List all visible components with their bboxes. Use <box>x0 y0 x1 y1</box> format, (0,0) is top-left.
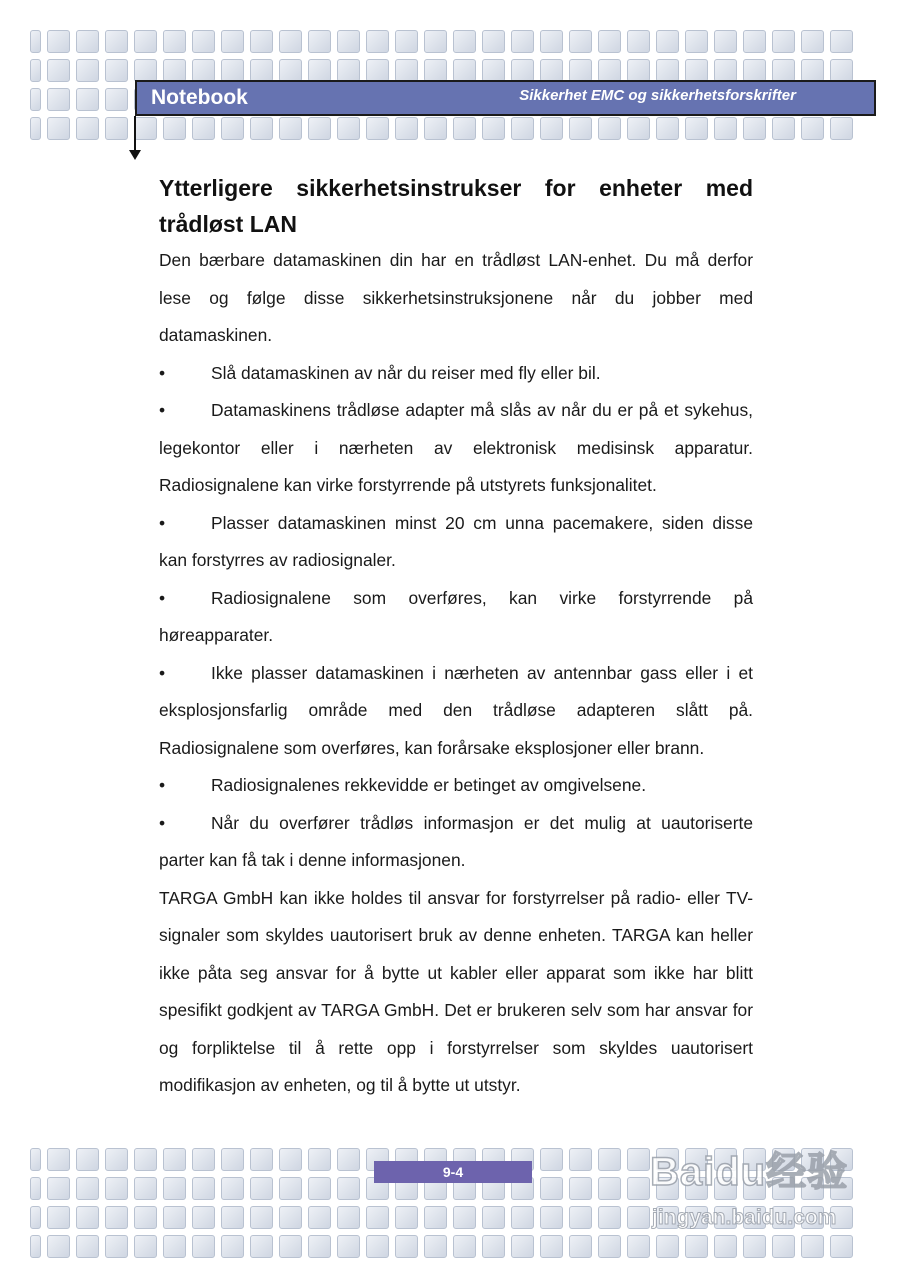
decor-tile <box>772 59 795 82</box>
decor-tile <box>221 117 244 140</box>
decor-tile <box>337 59 360 82</box>
decor-tile <box>772 30 795 53</box>
decor-tile <box>134 1177 157 1200</box>
decor-tile <box>656 59 679 82</box>
bullet-text: Når du overfører trådløs informasjon er det mulig at uautoriserte parter kan få tak i denne informasjonen. <box>159 812 753 870</box>
decor-tile <box>47 1235 70 1258</box>
decor-tile <box>47 30 70 53</box>
decor-tile <box>540 117 563 140</box>
decor-tile <box>30 1148 41 1171</box>
bullet-text: Radiosignalenes rekkevidde er betinget av omgivelsene. <box>211 775 647 795</box>
decor-tile <box>30 30 41 53</box>
bullet-icon: • <box>159 662 166 683</box>
decor-tile <box>598 1235 621 1258</box>
decor-tile <box>830 30 853 53</box>
decor-tile <box>192 117 215 140</box>
decor-tile <box>279 1177 302 1200</box>
decor-tile <box>685 30 708 53</box>
bullet-item <box>159 505 753 580</box>
decor-tile <box>308 59 331 82</box>
decor-tile <box>366 117 389 140</box>
decor-tile <box>105 59 128 82</box>
decor-tile <box>308 30 331 53</box>
decor-tile <box>76 88 99 111</box>
decor-tile <box>30 88 41 111</box>
decor-tile <box>482 1206 505 1229</box>
bullet-item <box>159 355 753 393</box>
bullet-item <box>159 805 753 880</box>
decor-tile <box>163 117 186 140</box>
bullet-text: Radiosignalene som overføres, kan virke forstyrrende på høreapparater. <box>159 587 753 645</box>
bullet-text: Ikke plasser datamaskinen i nærheten av antennbar gass eller i et eksplosjonsfarlig område med den trådløse adapteren slått på. Radiosignalene som overføres, kan forårsake eksplosjoner eller brann. <box>159 662 753 758</box>
decor-tile <box>424 1206 447 1229</box>
decor-tile <box>76 30 99 53</box>
bullet-item <box>159 580 753 655</box>
decor-tile <box>453 117 476 140</box>
decor-tile <box>250 1148 273 1171</box>
decor-tile <box>47 1177 70 1200</box>
decor-tile <box>337 1177 360 1200</box>
decor-tile <box>569 1148 592 1171</box>
decor-tile <box>656 30 679 53</box>
decor-tile <box>685 117 708 140</box>
bullet-icon: • <box>159 587 166 608</box>
decor-tile <box>337 117 360 140</box>
decor-tile <box>105 1235 128 1258</box>
decor-tile <box>337 1235 360 1258</box>
decor-tile <box>685 59 708 82</box>
decor-tile <box>308 1206 331 1229</box>
tile-row <box>30 117 882 140</box>
decor-tile <box>627 1206 650 1229</box>
section-heading: Ytterligere sikkerhetsinstrukser for enheter med trådløst LAN <box>159 175 753 237</box>
decor-tile <box>366 30 389 53</box>
decor-tile <box>221 30 244 53</box>
decor-tile <box>308 1148 331 1171</box>
decor-tile <box>569 1206 592 1229</box>
decor-tile <box>453 1206 476 1229</box>
bullet-icon: • <box>159 812 166 833</box>
decor-tile <box>192 1177 215 1200</box>
decor-tile <box>424 59 447 82</box>
decor-tile <box>105 1148 128 1171</box>
decor-tile <box>598 59 621 82</box>
decor-tile <box>47 59 70 82</box>
decor-tile <box>395 30 418 53</box>
decor-tile <box>511 1235 534 1258</box>
decor-tile <box>192 1148 215 1171</box>
decor-tile <box>482 30 505 53</box>
decor-tile <box>540 59 563 82</box>
decor-tile <box>366 1206 389 1229</box>
decor-tile <box>598 1177 621 1200</box>
decor-tile <box>192 1206 215 1229</box>
decor-tile <box>540 30 563 53</box>
decor-tile <box>482 59 505 82</box>
decor-tile <box>714 117 737 140</box>
baidu-watermark <box>650 1140 865 1250</box>
decor-tile <box>308 1177 331 1200</box>
bullet-icon: • <box>159 775 166 795</box>
decor-tile <box>279 117 302 140</box>
decor-tile <box>540 1148 563 1171</box>
decor-tile <box>772 117 795 140</box>
decor-tile <box>598 30 621 53</box>
decor-tile <box>105 30 128 53</box>
decor-tile <box>714 59 737 82</box>
decor-tile <box>47 1206 70 1229</box>
decor-tile <box>134 1148 157 1171</box>
decor-tile <box>337 1148 360 1171</box>
decor-tile <box>830 59 853 82</box>
decor-tile <box>540 1177 563 1200</box>
decor-tile <box>511 30 534 53</box>
decor-tile <box>453 59 476 82</box>
decor-tile <box>221 1177 244 1200</box>
down-arrow-icon <box>129 150 141 160</box>
decor-tile <box>366 59 389 82</box>
decor-tile <box>250 1235 273 1258</box>
decor-tile <box>801 59 824 82</box>
decor-tile <box>801 117 824 140</box>
decor-tile <box>627 1148 650 1171</box>
bullet-icon: • <box>159 400 166 420</box>
decor-tile <box>30 1177 41 1200</box>
decor-tile <box>482 117 505 140</box>
decor-tile <box>105 88 128 111</box>
decor-tile <box>743 30 766 53</box>
decor-tile <box>134 117 157 140</box>
decor-tile <box>192 1235 215 1258</box>
bullet-item <box>159 767 753 805</box>
decor-tile <box>830 117 853 140</box>
decor-tile <box>279 59 302 82</box>
decor-tile <box>76 59 99 82</box>
decor-tile <box>598 1206 621 1229</box>
decor-tile <box>76 1177 99 1200</box>
decor-tile <box>134 1206 157 1229</box>
decor-tile <box>424 1235 447 1258</box>
decor-tile <box>395 59 418 82</box>
decor-tile <box>395 1235 418 1258</box>
decor-tile <box>163 1206 186 1229</box>
decor-tile <box>453 30 476 53</box>
decor-tile <box>134 59 157 82</box>
decor-tile <box>279 30 302 53</box>
page-number: 9-4 <box>374 1161 532 1183</box>
decor-tile <box>743 117 766 140</box>
bullet-text: Datamaskinens trådløse adapter må slås av når du er på et sykehus, legekontor eller i nærheten av elektronisk medisinsk apparatur. Radiosignalene kan virke forstyrrende på utstyrets funksjonalitet. <box>159 400 753 495</box>
decor-tile <box>221 59 244 82</box>
decor-tile <box>627 1235 650 1258</box>
bullet-item <box>159 392 753 505</box>
decor-tile <box>395 117 418 140</box>
decor-tile <box>76 1235 99 1258</box>
decor-tile <box>627 1177 650 1200</box>
decor-tile <box>511 59 534 82</box>
decor-tile <box>105 1206 128 1229</box>
decor-tile <box>627 59 650 82</box>
decor-tile <box>627 30 650 53</box>
decor-tile <box>511 1206 534 1229</box>
decor-tile <box>250 1177 273 1200</box>
decor-tile <box>540 1206 563 1229</box>
tile-row <box>30 30 882 53</box>
decor-tile <box>569 1177 592 1200</box>
decor-tile <box>337 1206 360 1229</box>
decor-tile <box>424 117 447 140</box>
header-section-title: Sikkerhet EMC og sikkerhetsforskrifter <box>519 87 796 104</box>
bullet-text: Plasser datamaskinen minst 20 cm unna pacemakere, siden disse kan forstyrres av radiosignaler. <box>159 512 753 570</box>
decor-tile <box>279 1235 302 1258</box>
decor-tile <box>30 117 41 140</box>
decor-tile <box>569 117 592 140</box>
decor-tile <box>221 1206 244 1229</box>
decor-tile <box>47 117 70 140</box>
decor-tile <box>76 1148 99 1171</box>
decor-tile <box>250 1206 273 1229</box>
bullet-icon: • <box>159 362 166 383</box>
decor-tile <box>395 1206 418 1229</box>
watermark-url: jingyan.baidu.com <box>652 1206 837 1229</box>
decor-tile <box>656 117 679 140</box>
decor-tile <box>134 30 157 53</box>
decor-tile <box>569 30 592 53</box>
bullet-text: Slå datamaskinen av når du reiser med fly eller bil. <box>211 362 601 383</box>
decor-tile <box>221 1148 244 1171</box>
decor-tile <box>569 1235 592 1258</box>
decor-tile <box>47 88 70 111</box>
bullet-icon: • <box>159 512 166 533</box>
intro-paragraph: Den bærbare datamaskinen din har en trådløst LAN-enhet. Du må derfor lese og følge disse sikkerhetsinstruksjonene når du jobber med datamaskinen. <box>159 250 753 345</box>
page-content <box>159 170 753 1105</box>
decor-tile <box>424 30 447 53</box>
decor-tile <box>279 1206 302 1229</box>
decor-tile <box>250 30 273 53</box>
decor-tile <box>192 30 215 53</box>
decor-tile <box>308 117 331 140</box>
decor-tile <box>569 59 592 82</box>
header-pointer-line <box>134 116 136 150</box>
decor-tile <box>105 117 128 140</box>
decor-tile <box>511 117 534 140</box>
bullet-item <box>159 655 753 768</box>
header-notebook-label: Notebook <box>151 86 248 109</box>
decor-tile <box>163 1148 186 1171</box>
decor-tile <box>337 30 360 53</box>
tile-row <box>30 59 882 82</box>
decor-tile <box>250 117 273 140</box>
decor-tile <box>801 30 824 53</box>
decor-tile <box>134 1235 157 1258</box>
decor-tile <box>366 1235 389 1258</box>
decor-tile <box>279 1148 302 1171</box>
decor-tile <box>105 1177 128 1200</box>
decor-tile <box>743 59 766 82</box>
decor-tile <box>308 1235 331 1258</box>
decor-tile <box>163 59 186 82</box>
decor-tile <box>47 1148 70 1171</box>
decor-tile <box>76 1206 99 1229</box>
header-bar <box>135 80 876 116</box>
decor-tile <box>192 59 215 82</box>
decor-tile <box>30 1206 41 1229</box>
watermark-brand: Baidu经验 <box>650 1150 849 1194</box>
decor-tile <box>163 1235 186 1258</box>
decor-tile <box>482 1235 505 1258</box>
decor-tile <box>30 1235 41 1258</box>
decor-tile <box>250 59 273 82</box>
closing-paragraph: TARGA GmbH kan ikke holdes til ansvar for forstyrrelser på radio- eller TV-signaler som skyldes uautorisert bruk av denne enheten. TARGA kan heller ikke påta seg ansvar for å bytte ut kabler eller apparat som ikke har blitt spesifikt godkjent av TARGA GmbH. Det er brukeren selv som har ansvar for og forpliktelse til å rette opp i forstyrrelser som skyldes uautorisert modifikasjon av enheten, og til å bytte ut utstyr. <box>159 887 753 1095</box>
decor-tile <box>76 117 99 140</box>
decor-tile <box>163 1177 186 1200</box>
decor-tile <box>598 1148 621 1171</box>
decor-tile <box>221 1235 244 1258</box>
decor-tile <box>714 30 737 53</box>
decor-tile <box>540 1235 563 1258</box>
decor-tile <box>627 117 650 140</box>
decor-tile <box>453 1235 476 1258</box>
decor-tile <box>30 59 41 82</box>
decor-tile <box>163 30 186 53</box>
decor-tile <box>598 117 621 140</box>
